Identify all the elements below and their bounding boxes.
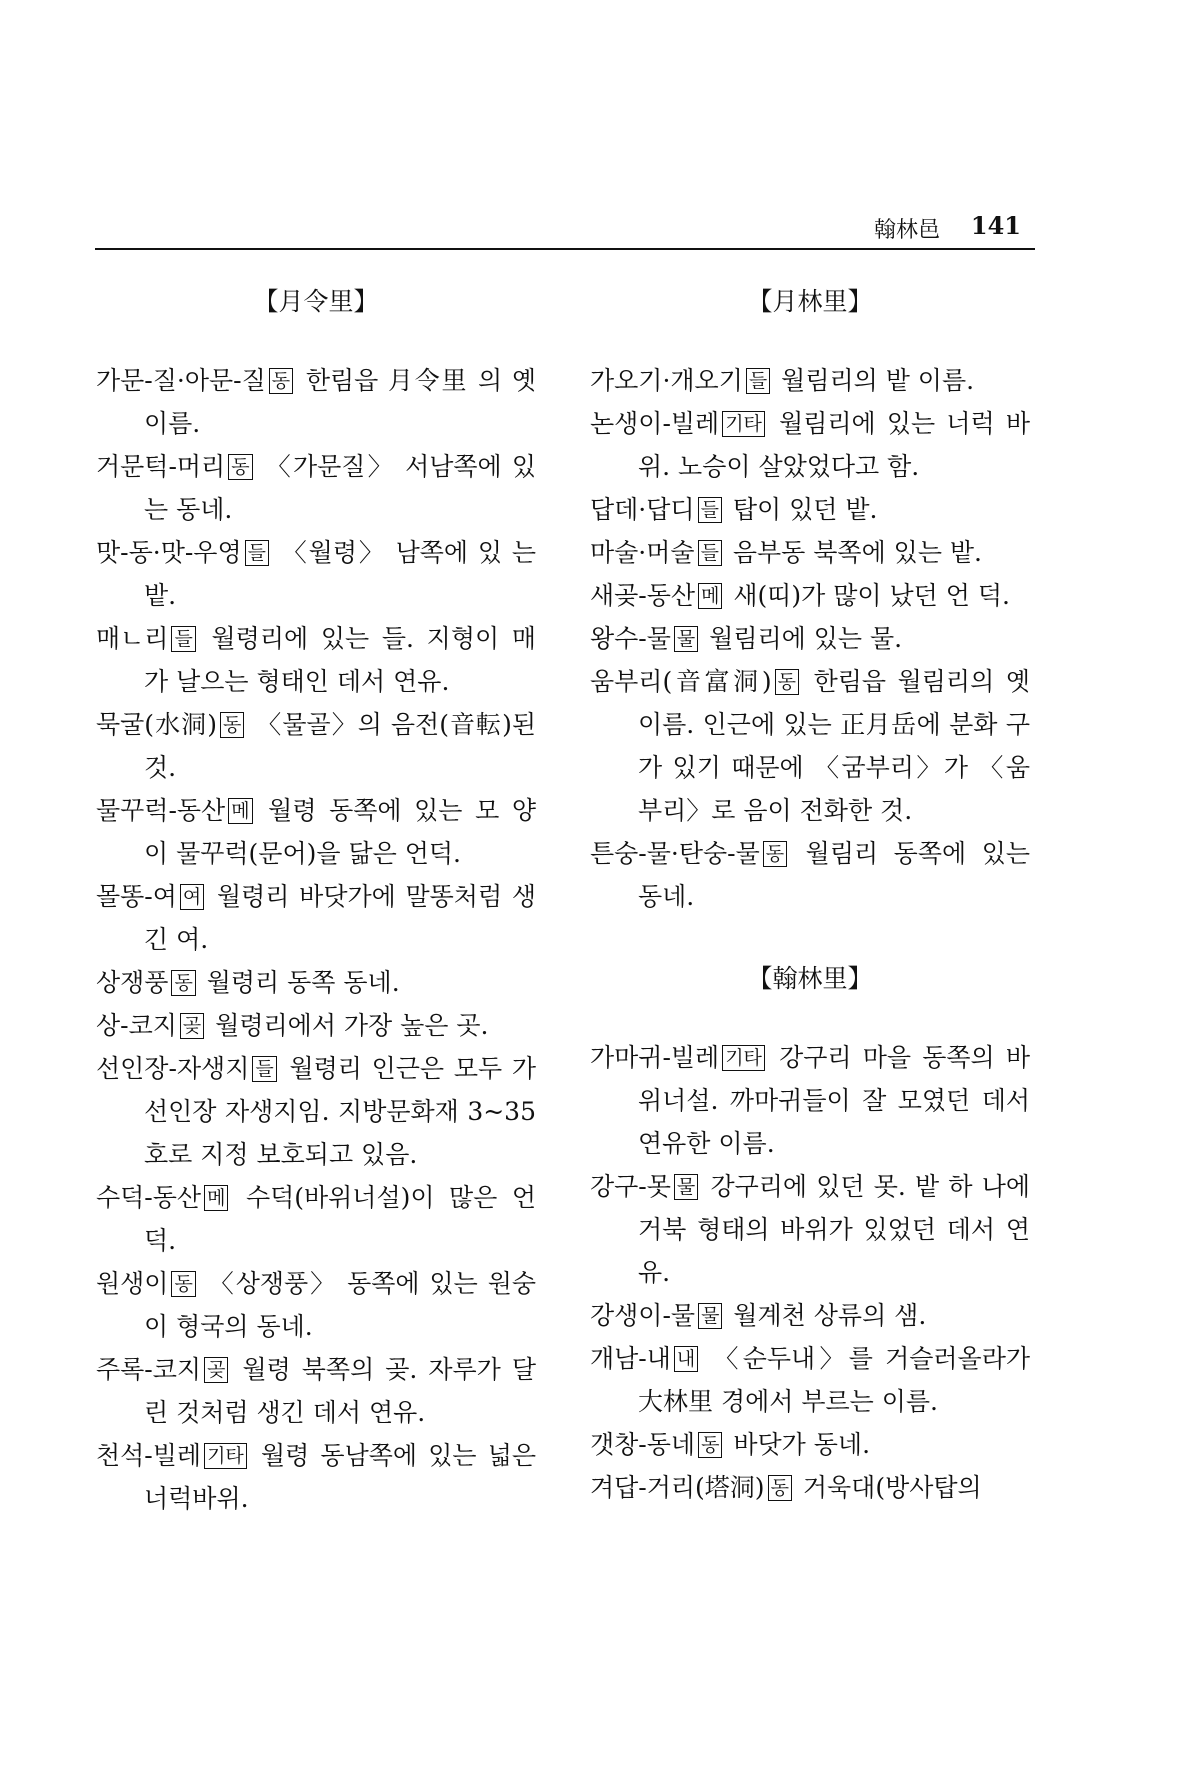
entry-term: 가문-질·아문-질	[96, 366, 266, 395]
entry-definition: 〈상쟁풍〉 동쪽에 있는 원숭 이 형국의 동네.	[144, 1269, 536, 1341]
entry-term: 새곶-동산	[590, 581, 696, 610]
entry-definition: 강구리에 있던 못. 밭 하 나에 거북 형태의 바위가 있었던 데서 연유.	[638, 1172, 1030, 1287]
dictionary-entry	[96, 703, 536, 789]
entry-term: 선인장-자생지	[96, 1054, 250, 1083]
entry-definition: 월령리 동쪽 동네.	[198, 968, 400, 997]
dictionary-entry	[96, 445, 536, 531]
category-tag: 메	[204, 1185, 228, 1211]
entry-definition: 월령리에서 가장 높은 곳.	[207, 1011, 489, 1040]
category-tag: 메	[698, 583, 722, 609]
entry-term: 강생이-물	[590, 1301, 696, 1330]
dictionary-entry	[590, 531, 1030, 574]
dictionary-entry	[96, 1348, 536, 1434]
category-tag: 여	[180, 884, 204, 910]
category-tag: 들	[245, 540, 269, 566]
category-tag: 동	[269, 368, 293, 394]
entry-list	[96, 359, 536, 1520]
entry-term: 마술·머술	[590, 538, 695, 567]
entry-definition: 월림리의 밭 이름.	[773, 366, 975, 395]
entry-definition: 〈월령〉 남쪽에 있 는 밭.	[144, 538, 536, 610]
dictionary-entry	[590, 1423, 1030, 1466]
entry-term: 몰똥-여	[96, 882, 177, 911]
category-tag: 내	[674, 1346, 698, 1372]
entry-term: 맛-동·맛-우영	[96, 538, 242, 567]
dictionary-entry	[590, 1036, 1030, 1165]
header-rule	[95, 248, 1035, 250]
dictionary-entry	[96, 359, 536, 445]
dictionary-entry	[96, 531, 536, 617]
category-tag: 동	[768, 1475, 792, 1501]
category-tag: 들	[746, 368, 770, 394]
category-tag: 동	[763, 841, 787, 867]
entry-definition: 음부동 북쪽에 있는 밭.	[724, 538, 983, 567]
entry-definition: 한림읍 月令里 의 옛이름.	[144, 366, 536, 438]
entry-definition: 월계천 상류의 샘.	[725, 1301, 927, 1330]
dictionary-entry	[590, 359, 1030, 402]
entry-term: 매ㄴ리	[96, 624, 169, 653]
dictionary-entry	[590, 488, 1030, 531]
entry-definition: 〈가문질〉 서남쪽에 있 는 동네.	[144, 452, 536, 524]
category-tag: 동	[171, 970, 195, 996]
dictionary-entry	[96, 1262, 536, 1348]
entry-definition: 월림리에 있는 너럭 바위. 노승이 살았었다고 함.	[638, 409, 1030, 481]
dictionary-entry	[590, 1165, 1030, 1294]
entry-definition: 월령리에 있는 들. 지형이 매가 날으는 형태인 데서 연유.	[144, 624, 536, 696]
entry-term: 묵굴(水洞)	[96, 710, 217, 739]
entry-definition: 새(띠)가 많이 났던 언 덕.	[725, 581, 1010, 610]
entry-term: 가마귀-빌레	[590, 1043, 720, 1072]
entry-term: 튼숭-물·탄숭-물	[590, 839, 760, 868]
entry-definition: 〈물골〉의 음전(音転)된 것.	[144, 710, 536, 782]
entry-definition: 월령 북쪽의 곶. 자루가 달린 것처럼 생긴 데서 연유.	[144, 1355, 536, 1427]
entry-definition: 〈순두내〉를 거슬러올라가 大林里 경에서 부르는 이름.	[638, 1344, 1030, 1416]
entry-definition: 월령리 바닷가에 말똥처럼 생긴 여.	[144, 882, 536, 954]
entry-term: 수덕-동산	[96, 1183, 202, 1212]
entry-definition: 바닷가 동네.	[725, 1430, 871, 1459]
category-tag: 동	[228, 454, 252, 480]
dictionary-entry	[590, 1466, 1030, 1509]
entry-term: 가오기·개오기	[590, 366, 743, 395]
category-tag: 기타	[204, 1443, 247, 1469]
entry-term: 상쟁풍	[96, 968, 169, 997]
entry-term: 답데·답디	[590, 495, 695, 524]
dictionary-entry	[96, 1176, 536, 1262]
dictionary-entry	[96, 1434, 536, 1520]
entry-term: 논생이-빌레	[590, 409, 720, 438]
dictionary-entry	[96, 875, 536, 961]
running-header	[95, 205, 1035, 249]
category-tag: 동	[775, 669, 799, 695]
dictionary-entry	[96, 617, 536, 703]
entry-definition: 월림리에 있는 물.	[701, 624, 903, 653]
entry-term: 움부리(音富洞)	[590, 667, 772, 696]
entry-term: 겨답-거리(塔洞)	[590, 1473, 765, 1502]
page-number: 141	[970, 211, 1021, 240]
category-tag: 동	[698, 1432, 722, 1458]
category-tag: 동	[171, 1271, 195, 1297]
dictionary-entry	[590, 1294, 1030, 1337]
entry-definition: 거욱대(방사탑의	[794, 1473, 982, 1502]
entry-term: 강구-못	[590, 1172, 671, 1201]
entry-definition: 월령 동쪽에 있는 모 양이 물꾸럭(문어)을 닮은 언덕.	[144, 796, 536, 868]
entry-term: 주록-코지	[96, 1355, 202, 1384]
entry-term: 상-코지	[96, 1011, 177, 1040]
category-tag: 메	[228, 798, 252, 824]
dictionary-entry	[590, 574, 1030, 617]
section-heading-wollyeong: 【月令里】	[253, 287, 379, 316]
category-tag: 물	[674, 1174, 698, 1200]
entry-definition: 월령리 인근은 모두 가 선인장 자생지임. 지방문화재 3~35호로 지정 보호되고 있음.	[144, 1054, 536, 1169]
dictionary-entry	[590, 617, 1030, 660]
dictionary-entry	[590, 832, 1030, 918]
dictionary-entry	[590, 402, 1030, 488]
category-tag: 기타	[722, 1045, 765, 1071]
entry-term: 원생이	[96, 1269, 169, 1298]
category-tag: 들	[698, 497, 722, 523]
entry-term: 거문턱-머리	[96, 452, 226, 481]
entry-term: 갯창-동네	[590, 1430, 696, 1459]
dictionary-entry	[96, 961, 536, 1004]
entry-definition: 수덕(바위너설)이 많은 언덕.	[144, 1183, 536, 1255]
dictionary-entry	[590, 1337, 1030, 1423]
right-column	[590, 285, 1030, 1509]
category-tag: 물	[674, 626, 698, 652]
dictionary-entry	[96, 789, 536, 875]
entry-definition: 강구리 마을 동쪽의 바위너설. 까마귀들이 잘 모였던 데서 연유한 이름.	[638, 1043, 1030, 1158]
category-tag: 들	[171, 626, 195, 652]
category-tag: 물	[698, 1303, 722, 1329]
dictionary-entry	[96, 1047, 536, 1176]
section-heading-wollim: 【月林里】	[747, 287, 873, 316]
entry-term: 천석-빌레	[96, 1441, 202, 1470]
category-tag: 동	[220, 712, 244, 738]
entry-term: 물꾸럭-동산	[96, 796, 226, 825]
dictionary-entry	[590, 660, 1030, 832]
running-title: 翰林邑	[873, 218, 940, 243]
section-heading-hallim: 【翰林里】	[747, 964, 873, 993]
category-tag: 곶	[204, 1357, 228, 1383]
entry-definition: 탑이 있던 밭.	[724, 495, 878, 524]
entry-definition: 한림읍 월림리의 옛 이름. 인근에 있는 正月岳에 분화 구가 있기 때문에 〈굼부리〉가 〈움 부리〉로 음이 전화한 것.	[638, 667, 1030, 825]
left-column	[96, 285, 536, 1520]
entry-term: 개남-내	[590, 1344, 671, 1373]
entry-term: 왕수-물	[590, 624, 671, 653]
category-tag: 들	[698, 540, 722, 566]
entry-definition: 월령 동남쪽에 있는 넓은 너럭바위.	[144, 1441, 536, 1513]
category-tag: 기타	[722, 411, 765, 437]
entry-list	[590, 1036, 1030, 1509]
dictionary-entry	[96, 1004, 536, 1047]
entry-list	[590, 359, 1030, 918]
category-tag: 들	[252, 1056, 276, 1082]
category-tag: 곶	[180, 1013, 204, 1039]
entry-definition: 월림리 동쪽에 있는 동네.	[638, 839, 1030, 911]
